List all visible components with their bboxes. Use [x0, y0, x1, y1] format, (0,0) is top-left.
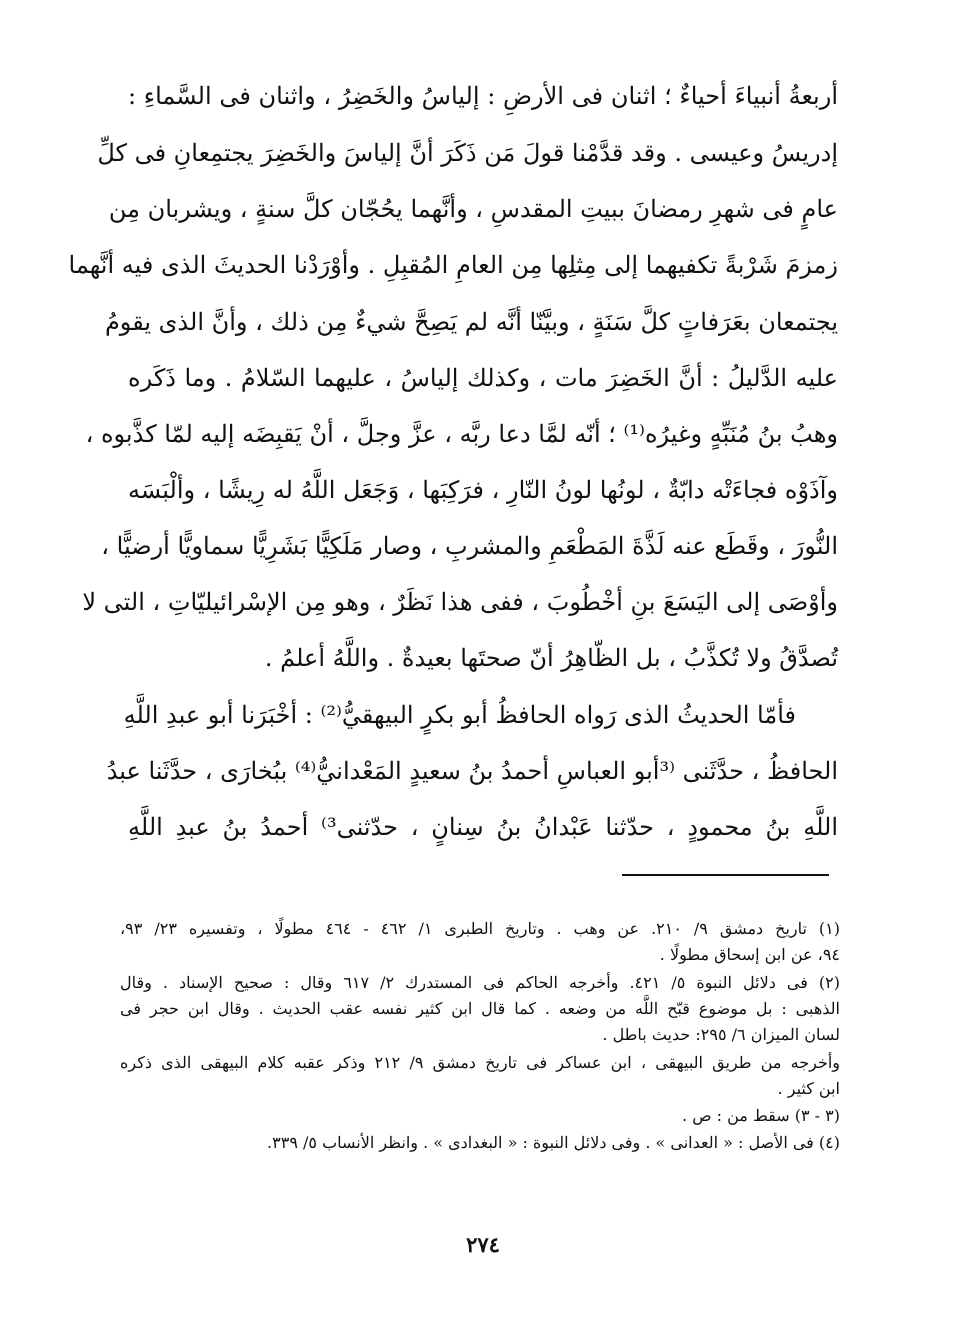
- footnote-line-6: وأخرجه من طريق البيهقى ، ابن عساكر فى تاريخ دمشق ٩/ ٢١٢ وذكر عقبه كلام البيهقى الذى ذكره: [120, 1053, 841, 1072]
- body-line-8: وآذَوْه فجاءَتْه دابّةٌ ، لونُها لونُ النّارِ ، فرَكِبَها ، وَجَعَل اللَّهُ له رِيشًا ، وألْبَسَه: [128, 476, 838, 504]
- body-line-5: يجتمعان بعَرَفاتٍ كلَّ سَنَةٍ ، وبيَّنّا أنَّه لم يَصِحَّ شيءٌ مِن ذلك ، وأنَّ الذى يقومُ: [104, 308, 838, 336]
- footnote-line-9: (٤) فى الأصل : « العدانى » . وفى دلائل النبوة : « البغدادى » . وانظر الأنساب ٥/ ٣٣٩.: [267, 1133, 840, 1152]
- footnote-separator: [622, 874, 829, 876]
- body-line-13: الحافظُ ، حدَّثَنى ⁽³أبو العباسِ أحمدُ بنُ سعيدٍ المَعْدانيُّ⁽⁴⁾ ببُخارَى ، حدَّثَنا عبدُ: [106, 757, 838, 785]
- body-line-2: إدريسُ وعيسى . وقد قدَّمْنا قولَ مَن ذَكَرَ أنَّ إلياسَ والخَضِرَ يجتمِعانِ فى كلِّ: [97, 139, 838, 167]
- body-line-10: وأوْصَى إلى اليَسَعَ بنِ أخْطُوبَ ، ففى هذا نَظَرٌ ، وهو مِن الإسْرائيليّاتِ ، التى لا: [82, 588, 838, 616]
- footnote-line-4: الذهبى : بل موضوع قبّح اللَّه من وضعه . كما قال ابن كثير نفسه عقب الحديث . وقال ابن حجر فى: [120, 999, 840, 1018]
- body-line-14: اللَّهِ بنُ محمودٍ ، حدّثنا عَبْدانُ بنُ سِنانٍ ، حدّثنى³⁾ أحمدُ بنُ عبدِ اللَّهِ: [128, 813, 838, 841]
- footnote-line-3: (٢) فى دلائل النبوة ٥/ ٤٢١. وأخرجه الحاكم فى المستدرك ٢/ ٦١٧ وقال : صحيح الإسناد . وقال: [120, 973, 841, 992]
- body-line-6: عليه الدَّليلُ : أنَّ الخَضِرَ مات ، وكذلك إلياسُ ، عليهما السّلامُ . وما ذَكَره: [128, 364, 838, 392]
- footnote-line-5: لسان الميزان ٦/ ٢٩٥: حديث باطل .: [602, 1025, 840, 1044]
- body-line-1: أربعةُ أنبياءَ أحياءٌ ؛ اثنان فى الأرضِ : إلياسُ والخَضِرُ ، واثنان فى السَّماءِ :: [128, 82, 838, 110]
- body-line-12: فأمّا الحديثُ الذى رَواه الحافظُ أبو بكرٍ البيهقيُّ⁽²⁾ : أخْبَرَنا أبو عبدِ اللَّهِ: [123, 701, 796, 729]
- body-line-4: زمزمَ شَرْبةً تكفيهما إلى مِثلِها مِن العامِ المُقبِلِ . وأوْرَدْنا الحديثَ الذى فيه أنَّهما: [68, 251, 838, 279]
- body-line-11: تُصدَّقُ ولا تُكذَّبُ ، بل الظّاهِرُ أنّ صحتَها بعيدةٌ . واللَّهُ أعلمُ .: [264, 644, 838, 672]
- body-line-7: وهبُ بنُ مُنَبِّهٍ وغيرُه⁽¹⁾ ؛ أنّه لمَّا دعا ربَّه ، عزَّ وجلَّ ، أنْ يَقبِضَه إليه لمّا كذَّبوه ،: [85, 420, 838, 448]
- body-line-3: عامٍ فى شهرِ رمضانَ ببيتِ المقدسِ ، وأنَّهما يحُجّان كلَّ سنةٍ ، ويشربان مِن: [108, 195, 838, 223]
- footnote-line-1: (١) تاريخ دمشق ٩/ ٢١٠. عن وهب . وتاريخ الطبرى ١/ ٤٦٢ - ٤٦٤ مطولًا ، وتفسيره ٢٣/ ٩٣،: [120, 919, 841, 938]
- footnote-line-2: ٩٤، عن ابن إسحاق مطولًا .: [659, 945, 840, 964]
- page-number: ٢٧٤: [466, 1232, 500, 1257]
- footnote-line-8: (٣ - ٣) سقط من : ص .: [682, 1106, 840, 1125]
- footnote-line-7: ابن كثير .: [777, 1079, 840, 1098]
- body-line-9: النُّورَ ، وقَطَع عنه لَذَّةَ المَطْعَمِ والمشربِ ، وصار مَلَكِيًّا بَشَرِيًّا سماويًّا أرضيًّا ،: [101, 532, 838, 560]
